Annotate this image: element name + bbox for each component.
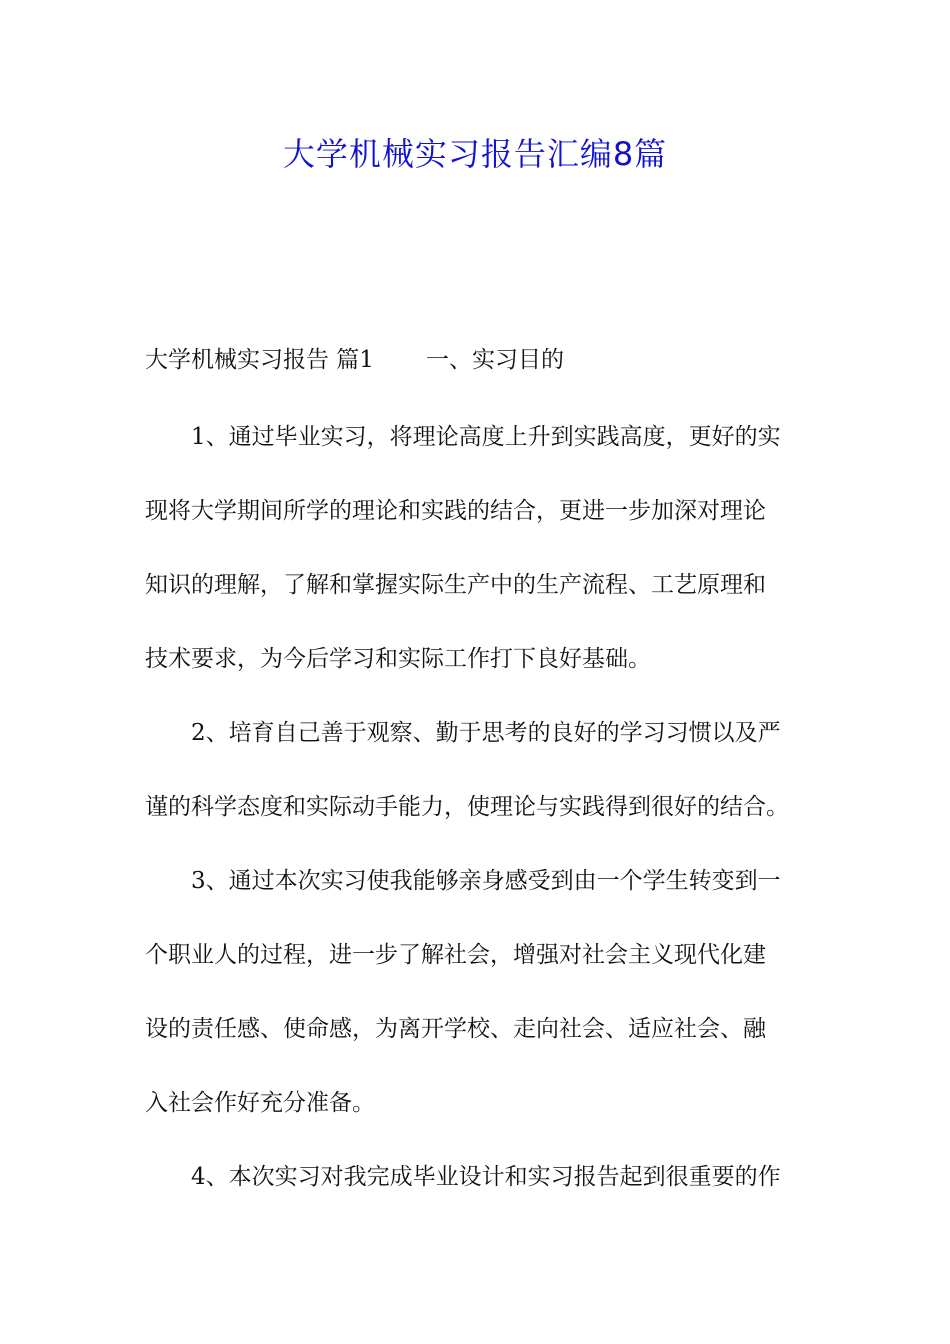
paragraph-line: 知识的理解，了解和掌握实际生产中的生产流程、工艺原理和: [145, 572, 766, 598]
paragraph-line: 入社会作好充分准备。: [145, 1090, 375, 1116]
section-title: 一、实习目的: [425, 347, 564, 373]
paragraph-line: 技术要求，为今后学习和实际工作打下良好基础。: [145, 646, 651, 672]
paragraph-line: 3、通过本次实习使我能够亲身感受到由一个学生转变到一: [191, 868, 781, 894]
paragraph-line: 2、培育自己善于观察、勤于思考的良好的学习习惯以及严: [191, 720, 781, 746]
paragraph-line: 设的责任感、使命感，为离开学校、走向社会、适应社会、融: [145, 1016, 766, 1042]
paragraph-line: 1、通过毕业实习，将理论高度上升到实践高度，更好的实: [191, 424, 781, 450]
paragraph-line: 谨的科学态度和实际动手能力，使理论与实践得到很好的结合。: [145, 794, 789, 820]
paragraph-line: 4、本次实习对我完成毕业设计和实习报告起到很重要的作: [191, 1164, 781, 1190]
report-label: 大学机械实习报告 篇1: [145, 347, 374, 373]
paragraph-line: 个职业人的过程，进一步了解社会，增强对社会主义现代化建: [145, 942, 766, 968]
document-body: [145, 0, 815, 1344]
paragraph-line: 现将大学期间所学的理论和实践的结合，更进一步加深对理论: [145, 498, 766, 524]
document-title: 大学机械实习报告汇编8篇: [282, 135, 668, 173]
section-heading-line: [145, 340, 815, 380]
